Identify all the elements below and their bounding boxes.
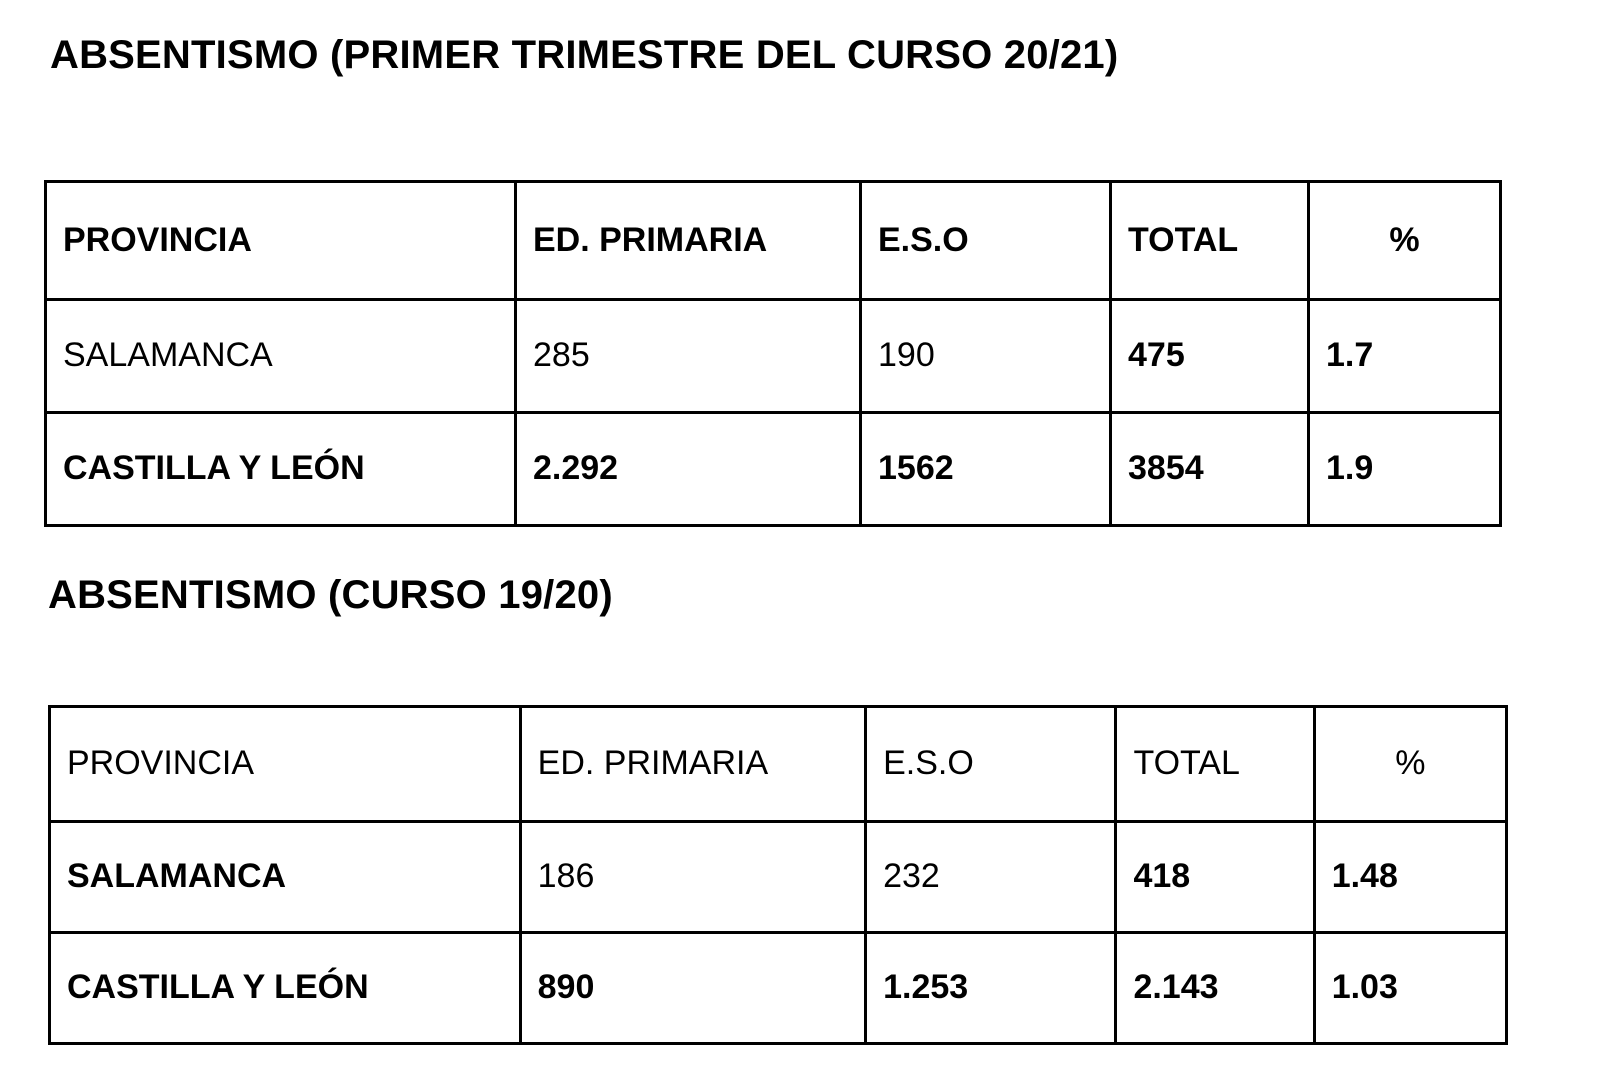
cell-eso: 1.253 (866, 933, 1116, 1044)
cell-eso: 232 (866, 822, 1116, 933)
absentismo-table-2021 (44, 180, 1502, 527)
cell-provincia: CASTILLA Y LEÓN (46, 413, 516, 526)
header-porcentaje: % (1314, 707, 1506, 822)
cell-provincia: CASTILLA Y LEÓN (50, 933, 521, 1044)
cell-provincia: SALAMANCA (50, 822, 521, 933)
table-header-row (46, 182, 1501, 300)
cell-eso: 1562 (861, 413, 1111, 526)
header-porcentaje: % (1309, 182, 1501, 300)
cell-ed-primaria: 890 (520, 933, 865, 1044)
header-total: TOTAL (1111, 182, 1309, 300)
table-row (46, 413, 1501, 526)
header-provincia: PROVINCIA (50, 707, 521, 822)
header-total: TOTAL (1116, 707, 1314, 822)
cell-porcentaje: 1.03 (1314, 933, 1506, 1044)
section-title-absentismo-trimestre: ABSENTISMO (PRIMER TRIMESTRE DEL CURSO 20/21) (50, 33, 1119, 77)
cell-porcentaje: 1.7 (1309, 300, 1501, 413)
cell-porcentaje: 1.9 (1309, 413, 1501, 526)
table-row (46, 300, 1501, 413)
table-row (50, 933, 1507, 1044)
cell-ed-primaria: 186 (520, 822, 865, 933)
cell-total: 2.143 (1116, 933, 1314, 1044)
header-ed-primaria: ED. PRIMARIA (516, 182, 861, 300)
table-header-row (50, 707, 1507, 822)
section-title-absentismo-curso-1920: ABSENTISMO (CURSO 19/20) (48, 573, 613, 617)
header-ed-primaria: ED. PRIMARIA (520, 707, 865, 822)
cell-ed-primaria: 2.292 (516, 413, 861, 526)
cell-total: 418 (1116, 822, 1314, 933)
table-row (50, 822, 1507, 933)
cell-provincia: SALAMANCA (46, 300, 516, 413)
header-provincia: PROVINCIA (46, 182, 516, 300)
cell-ed-primaria: 285 (516, 300, 861, 413)
absentismo-table-1920 (48, 705, 1508, 1045)
cell-porcentaje: 1.48 (1314, 822, 1506, 933)
cell-total: 475 (1111, 300, 1309, 413)
header-eso: E.S.O (866, 707, 1116, 822)
cell-eso: 190 (861, 300, 1111, 413)
header-eso: E.S.O (861, 182, 1111, 300)
cell-total: 3854 (1111, 413, 1309, 526)
